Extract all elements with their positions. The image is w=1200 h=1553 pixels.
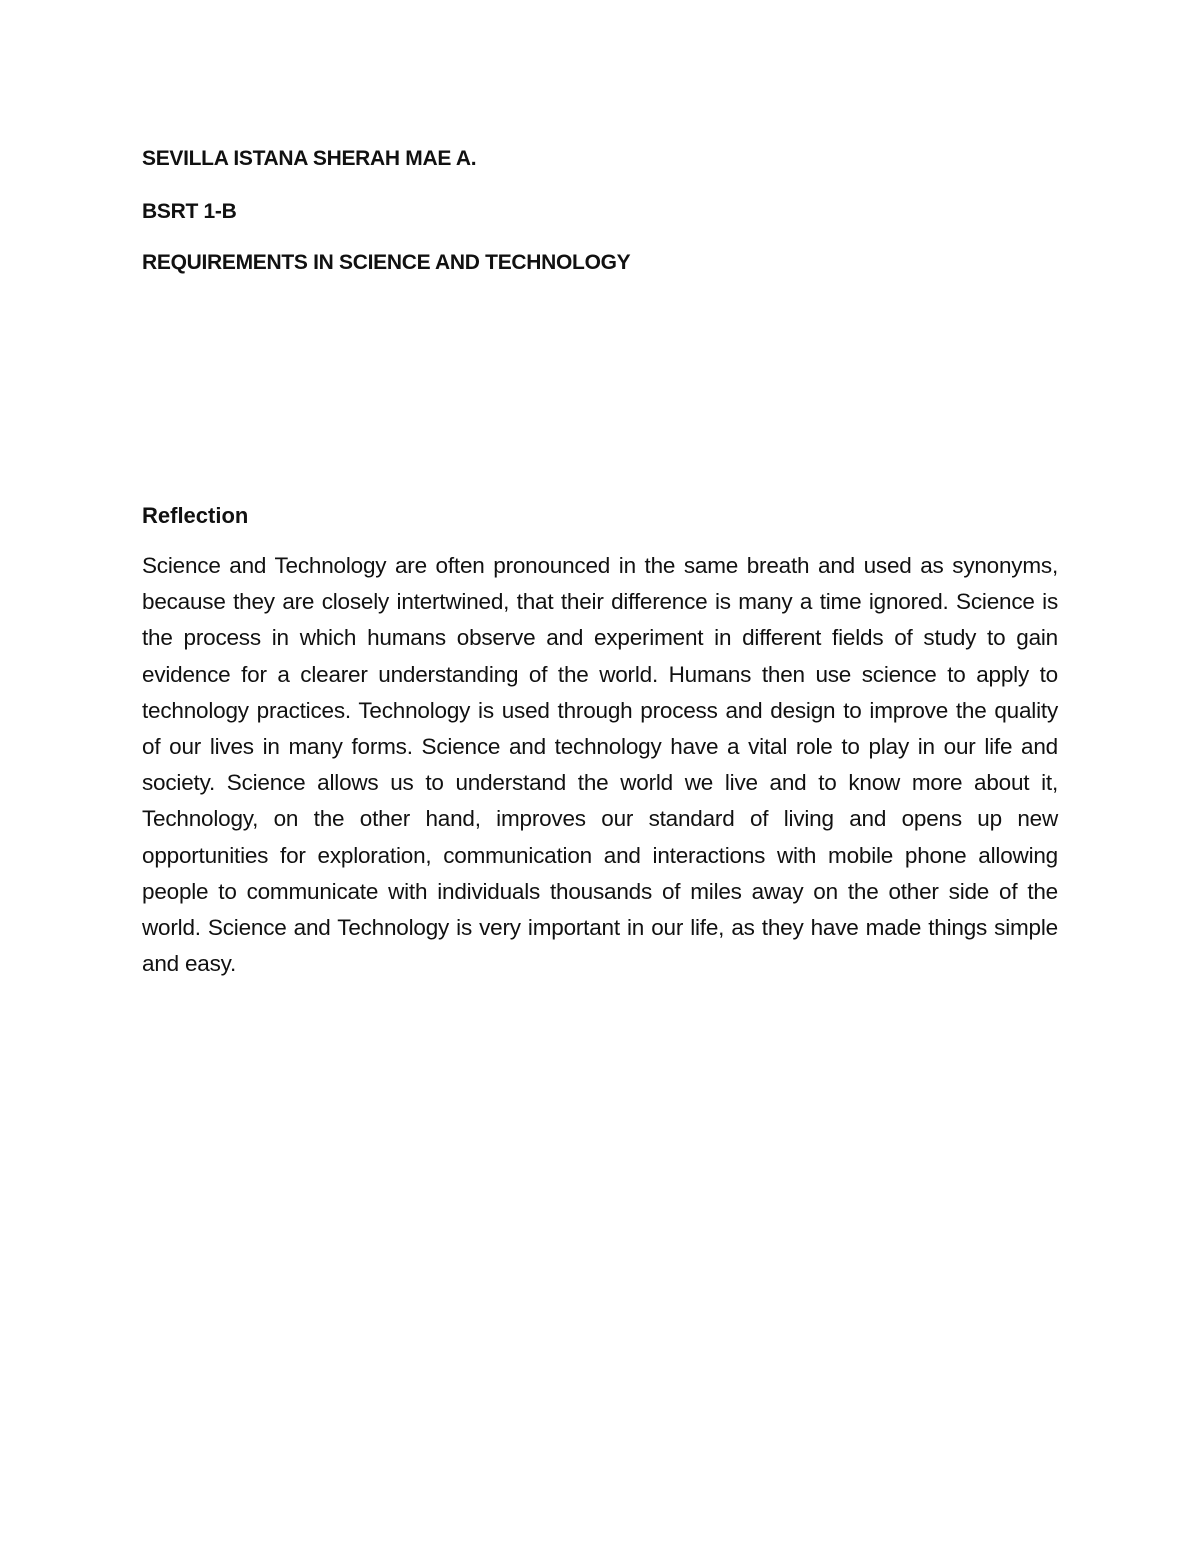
subject-title: REQUIREMENTS IN SCIENCE AND TECHNOLOGY — [142, 251, 631, 274]
student-section: BSRT 1-B — [142, 200, 237, 223]
reflection-heading: Reflection — [142, 503, 249, 528]
student-name: SEVILLA ISTANA SHERAH MAE A. — [142, 147, 477, 170]
reflection-paragraph: Science and Technology are often pronounced in the same breath and used as synonyms, because they are closely intertwined, that their difference is many a time ignored. Science is the process in which humans observe and experiment in different fields of study to gain evidence for a clearer understanding of the world. Humans then use science to apply to technology practices. Technology is used through process and design to improve the quality of our lives in many forms. Science and technology have a vital role to play in our life and society. Science allows us to understand the world we live and to know more about it, Technology, on the other hand, improves our standard of living and opens up new opportunities for exploration, communication and interactions with mobile phone allowing people to communicate with individuals thousands of miles away on the other side of the world. Science and Technology is very important in our life, as they have made things simple and easy. — [142, 553, 1058, 977]
